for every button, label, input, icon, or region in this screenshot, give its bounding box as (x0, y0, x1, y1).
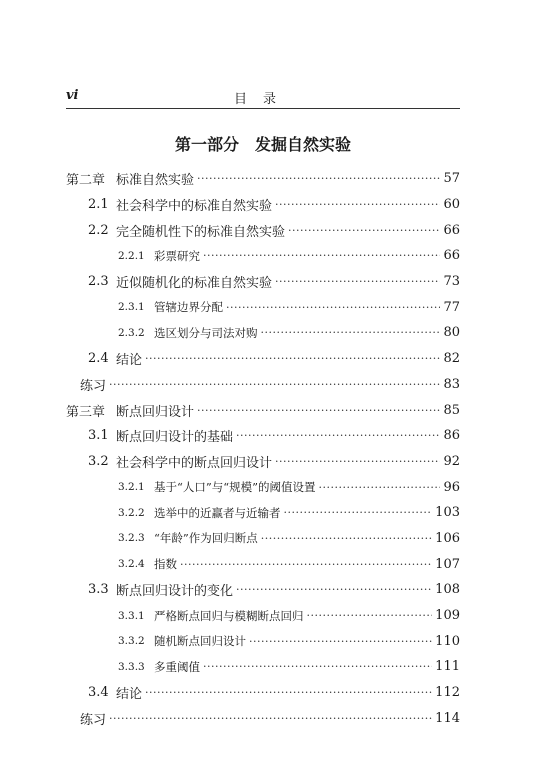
toc-entry-title: 断点回归设计的基础 (116, 430, 234, 446)
toc-entry-title: 结论 (116, 353, 143, 369)
toc-entry-title: “年龄”作为回归断点 (154, 531, 258, 546)
page-number: vi (66, 88, 79, 103)
toc-entry-title: 基于“人口”与“规模”的阈值设置 (154, 480, 316, 495)
toc-entry-number: 2.2.1 (118, 249, 145, 262)
toc-subsection-entry[interactable] (66, 243, 460, 269)
dot-leader (203, 660, 432, 673)
toc-subsection-entry[interactable] (66, 294, 460, 320)
toc-entry-page: 107 (435, 556, 460, 572)
toc-entry-number: 3.2.2 (118, 506, 145, 519)
dot-leader (145, 686, 432, 699)
dot-leader (288, 224, 440, 237)
header-title: 目录 (233, 92, 292, 107)
running-header (66, 86, 460, 109)
toc-entry-number: 第三章 (66, 404, 106, 420)
toc-section-entry[interactable] (66, 217, 460, 243)
toc-entry-page: 108 (435, 582, 460, 598)
toc-subsection-entry[interactable] (66, 526, 460, 552)
toc-entry-number: 2.3.2 (118, 326, 145, 339)
toc-subsection-entry[interactable] (66, 603, 460, 629)
dot-leader (197, 404, 440, 417)
toc-entry-page: 96 (443, 479, 460, 495)
dot-leader (284, 506, 433, 519)
toc-entry-page: 106 (435, 530, 460, 546)
toc-entry-page: 66 (443, 222, 460, 238)
dot-leader (197, 172, 440, 185)
dot-leader (203, 249, 440, 262)
toc-entry-page: 60 (443, 197, 460, 213)
toc-entry-page: 103 (435, 505, 460, 521)
toc-entry-title: 社会科学中的断点回归设计 (116, 455, 273, 471)
toc-exercise-entry[interactable] (66, 705, 460, 731)
toc-entry-number: 2.1 (88, 197, 109, 213)
dot-leader (226, 301, 440, 314)
toc-entry-page: 85 (443, 402, 460, 418)
toc-entry-title: 选区划分与司法对购 (154, 325, 258, 340)
toc-entry-title: 近似随机化的标准自然实验 (116, 276, 273, 292)
toc-entry-number: 3.3.1 (118, 609, 145, 622)
toc-entry-title: 断点回归设计 (116, 404, 195, 420)
toc-entry-page: 66 (443, 248, 460, 264)
toc-entry-number: 2.4 (88, 351, 109, 367)
toc-entry-page: 83 (443, 376, 460, 392)
dot-leader (261, 532, 432, 545)
toc-entry-number: 2.3 (88, 274, 109, 290)
toc-entry-title: 结论 (116, 687, 143, 703)
toc-entry-page: 111 (435, 659, 460, 675)
toc-entry-title: 彩票研究 (154, 248, 200, 263)
toc-section-entry[interactable] (66, 269, 460, 295)
dot-leader (319, 481, 441, 494)
toc-entry-page: 114 (435, 710, 460, 726)
toc-entry-title: 指数 (154, 557, 177, 572)
dot-leader (261, 326, 441, 339)
toc-entry-title: 完全随机性下的标准自然实验 (116, 224, 286, 240)
toc-subsection-entry[interactable] (66, 551, 460, 577)
toc-section-entry[interactable] (66, 449, 460, 475)
toc-subsection-entry[interactable] (66, 654, 460, 680)
dot-leader (307, 609, 433, 622)
toc-entry-title: 严格断点回归与模糊断点回归 (154, 608, 304, 623)
toc-entry-title: 管辖边界分配 (154, 300, 223, 315)
toc-entry-number: 3.1 (88, 428, 109, 444)
toc-entry-number: 第二章 (66, 173, 106, 189)
toc-section-entry[interactable] (66, 680, 460, 706)
table-of-contents (66, 166, 460, 731)
toc-entry-number: 3.2 (88, 453, 109, 469)
dot-leader (275, 455, 440, 468)
toc-entry-page: 86 (443, 428, 460, 444)
toc-entry-page: 112 (435, 685, 460, 701)
toc-entry-number: 3.2.1 (118, 481, 145, 494)
toc-subsection-entry[interactable] (66, 474, 460, 500)
toc-entry-number: 3.4 (88, 685, 109, 701)
toc-exercise-entry[interactable] (66, 372, 460, 398)
toc-entry-page: 77 (443, 299, 460, 315)
toc-chapter-entry[interactable] (66, 166, 460, 192)
toc-entry-number: 2.3.1 (118, 301, 145, 314)
dot-leader (236, 429, 440, 442)
dot-leader (275, 275, 440, 288)
toc-entry-number: 3.2.4 (118, 558, 145, 571)
part-title: 第一部分 发掘自然实验 (174, 135, 351, 154)
toc-section-entry[interactable] (66, 192, 460, 218)
toc-entry-title: 练习 (80, 378, 107, 394)
toc-entry-number: 3.2.3 (118, 532, 145, 545)
toc-entry-page: 92 (443, 453, 460, 469)
toc-entry-page: 109 (435, 608, 460, 624)
toc-section-entry[interactable] (66, 577, 460, 603)
dot-leader (145, 352, 440, 365)
toc-entry-number: 3.3 (88, 582, 109, 598)
toc-entry-page: 57 (443, 171, 460, 187)
dot-leader (180, 558, 432, 571)
toc-entry-title: 断点回归设计的变化 (116, 584, 234, 600)
toc-entry-title: 多重阈值 (154, 659, 200, 674)
toc-subsection-entry[interactable] (66, 628, 460, 654)
toc-entry-title: 社会科学中的标准自然实验 (116, 199, 273, 215)
dot-leader (109, 712, 432, 725)
toc-entry-page: 110 (435, 633, 460, 649)
toc-entry-title: 随机断点回归设计 (154, 634, 246, 649)
toc-entry-number: 3.3.2 (118, 635, 145, 648)
toc-entry-page: 73 (443, 274, 460, 290)
toc-entry-title: 标准自然实验 (116, 173, 195, 189)
dot-leader (275, 198, 440, 211)
toc-subsection-entry[interactable] (66, 320, 460, 346)
toc-entry-title: 选举中的近赢者与近输者 (154, 505, 281, 520)
toc-entry-page: 82 (443, 351, 460, 367)
dot-leader (236, 583, 432, 596)
toc-entry-number: 3.3.3 (118, 660, 145, 673)
toc-entry-number: 2.2 (88, 222, 109, 238)
dot-leader (249, 635, 432, 648)
toc-entry-title: 练习 (80, 712, 107, 728)
toc-entry-page: 80 (443, 325, 460, 341)
toc-section-entry[interactable] (66, 346, 460, 372)
toc-subsection-entry[interactable] (66, 500, 460, 526)
toc-section-entry[interactable] (66, 423, 460, 449)
dot-leader (109, 378, 440, 391)
toc-chapter-entry[interactable] (66, 397, 460, 423)
